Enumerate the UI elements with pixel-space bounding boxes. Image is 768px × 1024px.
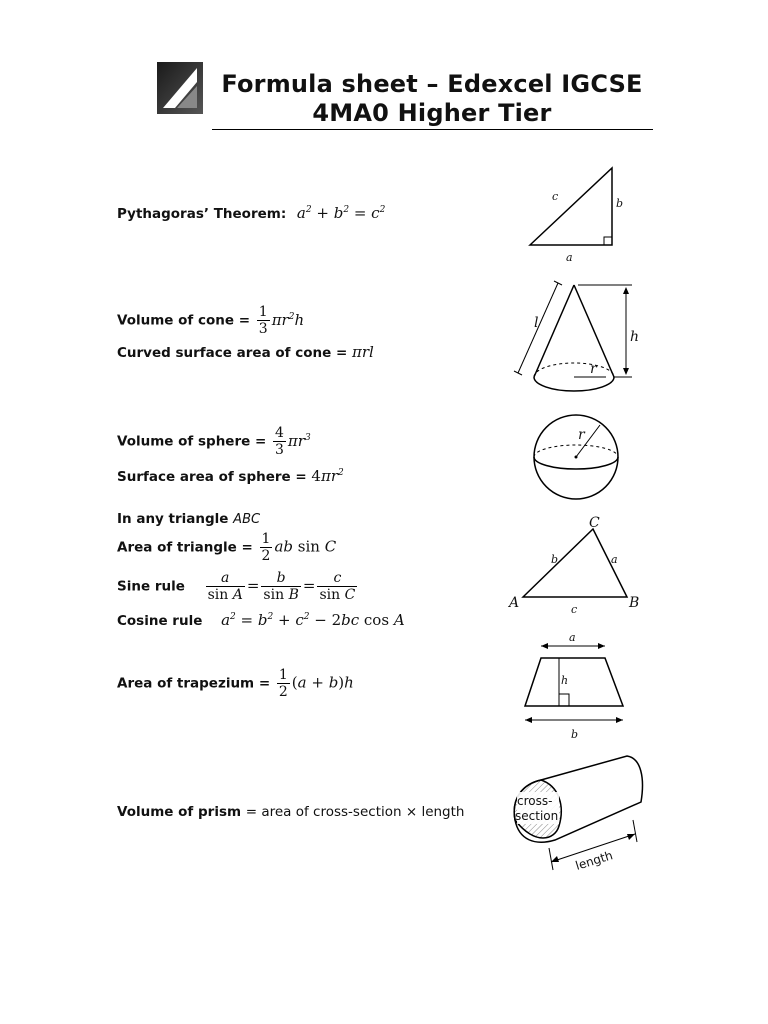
sphere-volume-label: Volume of sphere = — [117, 433, 267, 450]
triangle-area-label: Area of triangle = — [117, 539, 253, 556]
cosine-rule-row — [117, 611, 405, 629]
trapezium-formula: (a + b)h — [291, 673, 354, 692]
side-c-label: c — [552, 190, 559, 203]
side-a-label: a — [611, 553, 618, 566]
sine-rule-row — [117, 570, 359, 603]
side-b-label: b — [616, 197, 624, 210]
sphere-volume-formula: $\pi r^3$ — [287, 431, 311, 450]
cross-section-label-1: cross- — [517, 794, 553, 808]
cone-radius-label: r — [590, 361, 597, 377]
cone-height-label: h — [630, 329, 640, 345]
sphere-radius-label: r — [578, 427, 585, 443]
fraction-one-half-trap: $\frac{1}{2}$ — [278, 667, 288, 700]
right-triangle-diagram — [520, 160, 630, 265]
cosine-rule-formula: $a^2 = b^2 + c^2 - 2bc$ cos A — [221, 611, 405, 629]
trapezium-label: Area of trapezium = — [117, 675, 271, 692]
prism-row — [117, 804, 464, 820]
sine-rule-label: Sine rule — [117, 578, 185, 595]
prism-length-label: length — [573, 848, 615, 873]
fraction-four-thirds: $\frac{4}{3}$ — [275, 425, 284, 458]
cone-volume-row — [117, 304, 304, 337]
triangle-intro-row — [117, 511, 260, 527]
triangle-area-formula: ab sin C — [274, 537, 337, 556]
trapezium-row — [117, 667, 354, 700]
title-line-1: Formula sheet – Edexcel IGCSE — [221, 70, 643, 98]
pythagoras-label: Pythagoras’ Theorem: — [117, 206, 287, 222]
cone-volume-label: Volume of cone = — [117, 312, 251, 329]
triangle-intro-label: In any triangle — [117, 511, 229, 527]
pythagoras-formula: $a^2 + b^2 = c^2$ — [296, 204, 386, 222]
cone-csa-formula: πrl — [351, 343, 374, 361]
height-h-label: h — [561, 674, 569, 687]
sphere-sa-row — [117, 467, 344, 485]
prism-diagram — [505, 748, 655, 878]
cone-volume-formula: $\pi r^2h$ — [271, 310, 305, 329]
general-triangle-diagram — [505, 515, 650, 620]
sphere-sa-formula: $4\pi r^2$ — [311, 467, 344, 485]
cone-csa-label: Curved surface area of cone = — [117, 345, 348, 361]
base-b-label: b — [571, 728, 579, 741]
sine-rule-formula: $\frac{a}{\text{sin A}}$ = $\frac{b}{\text{sin B}}$ = $\frac{c}{\text{sin C}}$ — [207, 570, 356, 603]
side-c-label: c — [571, 603, 578, 616]
cone-slant-label: l — [534, 315, 539, 331]
prism-label: Volume of prism — [117, 804, 242, 820]
triangle-intro-var: ABC — [233, 512, 261, 527]
side-b-label: b — [551, 553, 559, 566]
sphere-volume-row — [117, 425, 311, 458]
cosine-rule-label: Cosine rule — [117, 613, 203, 629]
title-line-2: 4MA0 Higher Tier — [312, 99, 552, 127]
vertex-b-label: B — [629, 595, 640, 611]
side-a-label: a — [566, 251, 573, 264]
fraction-one-third: $\frac{1}{3}$ — [258, 304, 268, 337]
vertex-c-label: C — [589, 515, 600, 531]
triangle-area-row — [117, 531, 336, 564]
top-a-label: a — [569, 631, 576, 644]
fraction-one-half: $\frac{1}{2}$ — [261, 531, 271, 564]
sphere-sa-label: Surface area of sphere = — [117, 469, 307, 485]
publisher-logo — [157, 62, 203, 114]
pythagoras-row — [117, 204, 385, 222]
title-divider — [212, 129, 653, 130]
sphere-diagram — [530, 405, 625, 510]
cross-section-label-2: section — [515, 809, 559, 823]
trapezium-diagram — [515, 628, 635, 746]
prism-formula: = area of cross-section × length — [245, 804, 465, 820]
cone-diagram — [510, 275, 645, 405]
cone-csa-row — [117, 343, 374, 361]
vertex-a-label: A — [509, 595, 520, 611]
